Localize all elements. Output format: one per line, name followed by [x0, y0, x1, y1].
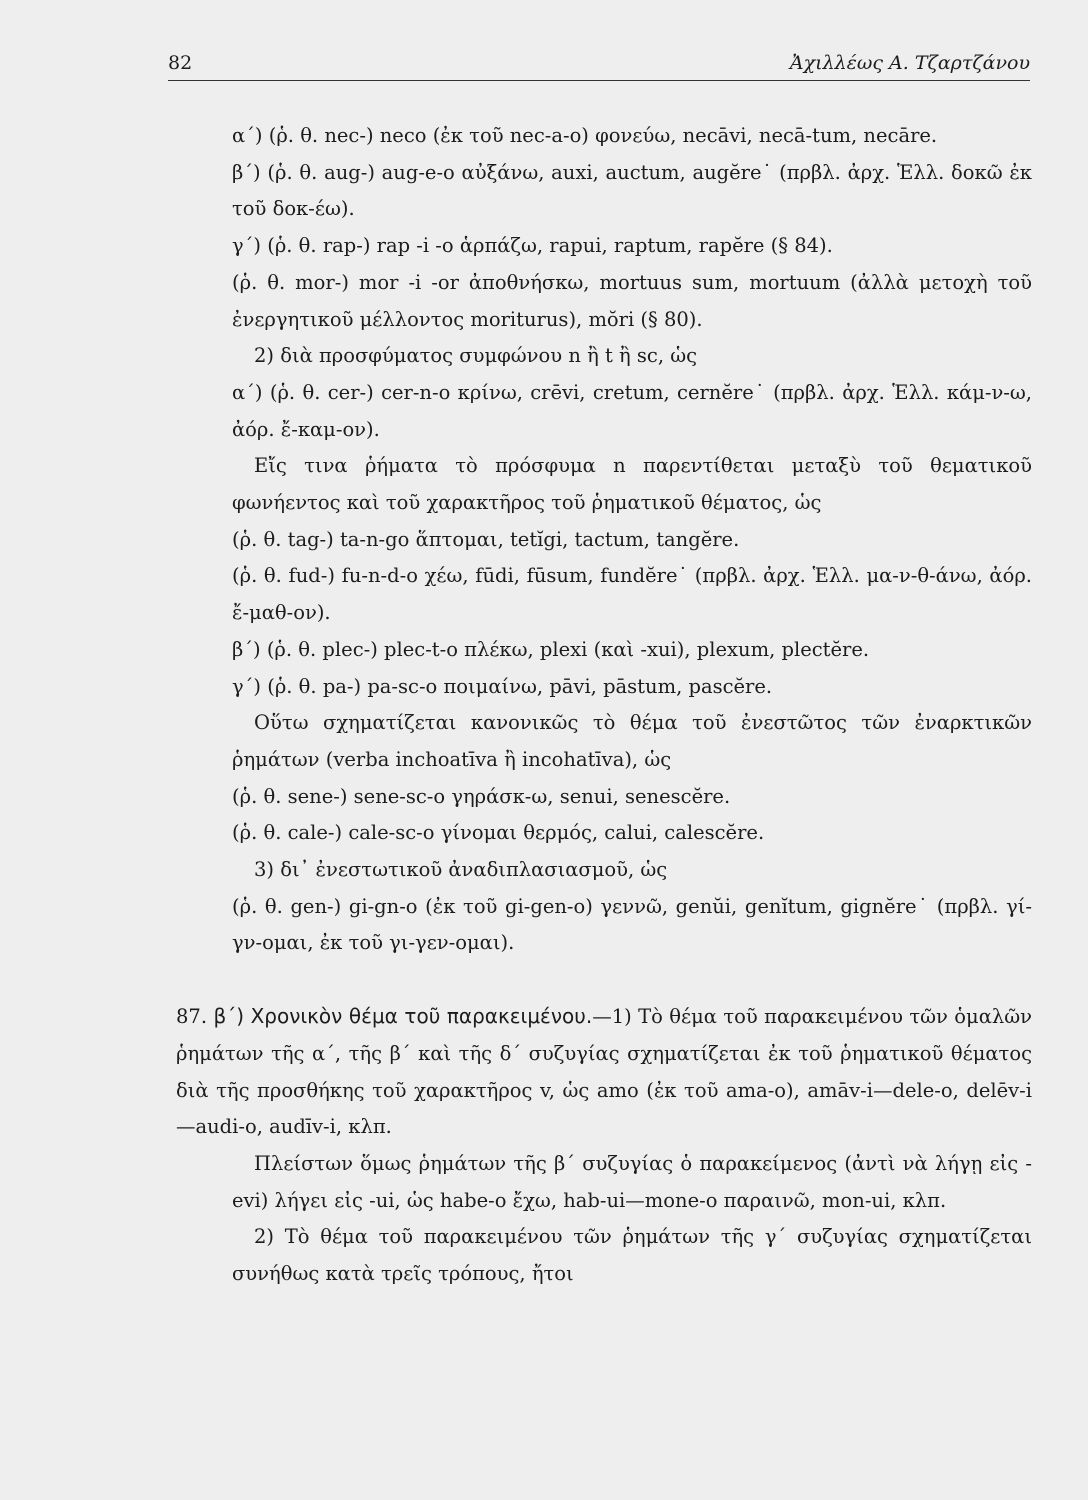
section-87-paragraph [176, 998, 1032, 1146]
paragraph-beta-plecto: β΄) (ῥ. θ. plec-) plec-t-o πλέκω, plexi (καὶ -xui), plexum, plectĕre. [232, 637, 870, 661]
running-head: Ἀχιλλέως Α. Τζαρτζάνου [789, 52, 1030, 74]
paragraph-second-conjugation: Πλείστων ὅμως ῥημάτων τῆς β΄ συζυγίας ὁ παρακείμενος (ἀντὶ νὰ λήγῃ εἰς -evi) λήγει εἰς -ui, ὡς habe-o ἔχω, hab-ui—mone-o παραινῶ, mon-ui, κλπ. [232, 1151, 1032, 1212]
paragraph-beta-augeo: β΄) (ῥ. θ. aug-) aug-e-o αὐξάνω, auxi, auctum, augĕre˙ (πρβλ. ἀρχ. Ἑλλ. δοκῶ ἐκ τοῦ δοκ-έω). [232, 160, 1032, 221]
page-header [168, 46, 1030, 81]
paragraph-gamma-pasco: γ΄) (ῥ. θ. pa-) pa-sc-o ποιμαίνω, pāvi, pāstum, pascĕre. [232, 674, 773, 698]
paragraph-senesco: (ῥ. θ. sene-) sene-sc-o γηράσκ-ω, senui, senescĕre. [232, 784, 731, 808]
section-title: β΄) Χρονικὸν θέμα τοῦ παρακειμένου. [213, 1004, 593, 1029]
paragraph-alpha-neco: α΄) (ῥ. θ. nec-) neco (ἐκ τοῦ nec-a-o) φονεύω, necāvi, necā-tum, necāre. [232, 124, 938, 147]
paragraph-inchoative-rule: Οὕτω σχηματίζεται κανονικῶς τὸ θέμα τοῦ ἐνεστῶτος τῶν ἐναρκτικῶν ῥημάτων (verba inchoatīva ἢ incohatīva), ὡς [232, 711, 1032, 771]
section-number: 87. [176, 1005, 208, 1029]
section-87-text: —1) Τὸ θέμα τοῦ παρακειμένου τῶν ὁμαλῶν ῥημάτων τῆς α΄, τῆς β΄ καὶ τῆς δ΄ συζυγίας σχηματίζεται ἐκ τοῦ ῥηματικοῦ θέματος διὰ τῆς προσθήκης τοῦ χαρακτῆρος v, ὡς amo (ἐκ τοῦ ama-o), amāv-i—dele-o, delēv-i—audi-o, audīv-i, κλπ. [176, 1005, 1033, 1139]
paragraph-gigno: (ῥ. θ. gen-) gi-gn-o (ἐκ τοῦ gi-gen-o) γεννῶ, genŭi, genĭtum, gignĕre˙ (πρβλ. γί-γν-ομαι, ἐκ τοῦ γι-γεν-ομαι). [232, 894, 1032, 955]
paragraph-reduplication-rule: 3) δι᾽ ἐνεστωτικοῦ ἀναδιπλασιασμοῦ, ὡς [254, 858, 668, 882]
page-body [176, 118, 1033, 1293]
paragraph-gamma-rapio: γ΄) (ῥ. θ. rap-) rap -i -o ἁρπάζω, rapui, raptum, rapĕre (§ 84). [232, 234, 833, 258]
paragraph-morior: (ῥ. θ. mor-) mor -i -or ἀποθνήσκω, mortuus sum, mortuum (ἀλλὰ μετοχὴ τοῦ ἐνεργητικοῦ μέλλοντος moriturus), mŏri (§ 80). [232, 270, 1032, 331]
paragraph-fundo: (ῥ. θ. fud-) fu-n-d-o χέω, fūdi, fūsum, fundĕre˙ (πρβλ. ἀρχ. Ἑλλ. μα-ν-θ-άνω, ἀόρ. ἔ-μαθ-ον). [232, 564, 1032, 625]
paragraph-infix-rule: Εἴς τινα ῥήματα τὸ πρόσφυμα n παρεντίθεται μεταξὺ τοῦ θεματικοῦ φωνήεντος καὶ τοῦ χαρακτῆρος τοῦ ῥηματικοῦ θέματος, ὡς [232, 454, 1032, 515]
page-number: 82 [168, 52, 193, 74]
paragraph-suffix-rule: 2) διὰ προσφύματος συμφώνου n ἢ t ἢ sc, ὡς [254, 344, 698, 368]
paragraph-calesco: (ῥ. θ. cale-) cale-sc-o γίνομαι θερμός, calui, calescĕre. [232, 821, 765, 845]
paragraph-alpha-cerno: α΄) (ῥ. θ. cer-) cer-n-o κρίνω, crēvi, cretum, cernĕre˙ (πρβλ. ἀρχ. Ἑλλ. κάμ-ν-ω, ἀόρ. ἔ-καμ-ον). [232, 380, 1032, 441]
paragraph-tango: (ῥ. θ. tag-) ta-n-go ἅπτομαι, tetĭgi, tactum, tangĕre. [232, 527, 740, 551]
paragraph-third-conjugation: 2) Τὸ θέμα τοῦ παρακειμένου τῶν ῥημάτων τῆς γ΄ συζυγίας σχηματίζεται συνήθως κατὰ τρεῖς τρόπους, ἤτοι [232, 1225, 1032, 1286]
